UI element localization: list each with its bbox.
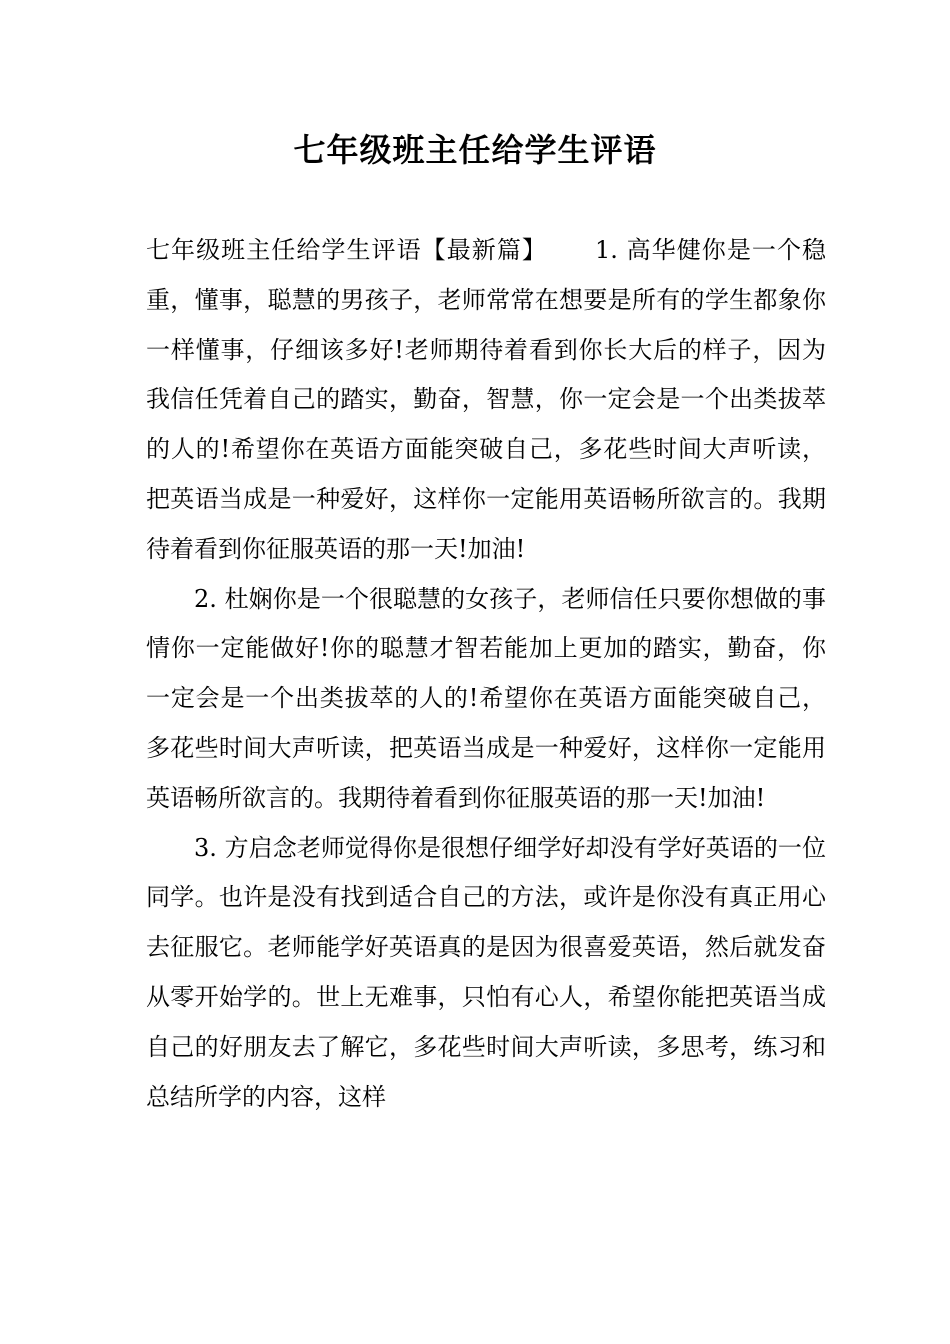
- paragraph-1: 1. 高华健你是一个稳重，懂事，聪慧的男孩子，老师常常在想要是所有的学生都象你一样懂事，仔细该多好!老师期待着看到你长大后的样子，因为我信任凭着自己的踏实，勤奋，智慧，你一定会是一个出类拔萃的人的!希望你在英语方面能突破自己，多花些时间大声听读，把英语当成是一种爱好，这样你一定能用英语畅所欲言的。我期待着看到你征服英语的那一天!加油!: [146, 236, 827, 563]
- paragraph-2: 2. 杜娴你是一个很聪慧的女孩子，老师信任只要你想做的事情你一定能做好!你的聪慧才智若能加上更加的踏实，勤奋，你一定会是一个出类拔萃的人的!希望你在英语方面能突破自己，多花些时间大声听读，把英语当成是一种爱好，这样你一定能用英语畅所欲言的。我期待着看到你征服英语的那一天!加油!: [146, 584, 826, 812]
- document-title: 七年级班主任给学生评语: [293, 131, 657, 169]
- paragraph-intro: [146, 226, 826, 575]
- intro-heading: 七年级班主任给学生评语【最新篇】: [146, 236, 547, 264]
- paragraph-3: 3. 方启念老师觉得你是很想仔细学好却没有学好英语的一位同学。也许是没有找到适合自己的方法，或许是你没有真正用心去征服它。老师能学好英语真的是因为很喜爱英语，然后就发奋从零开始学的。世上无难事，只怕有心人，希望你能把英语当成自己的好朋友去了解它，多花些时间大声听读，多思考，练习和总结所学的内容，这样: [146, 833, 826, 1111]
- document-body: [146, 226, 826, 1122]
